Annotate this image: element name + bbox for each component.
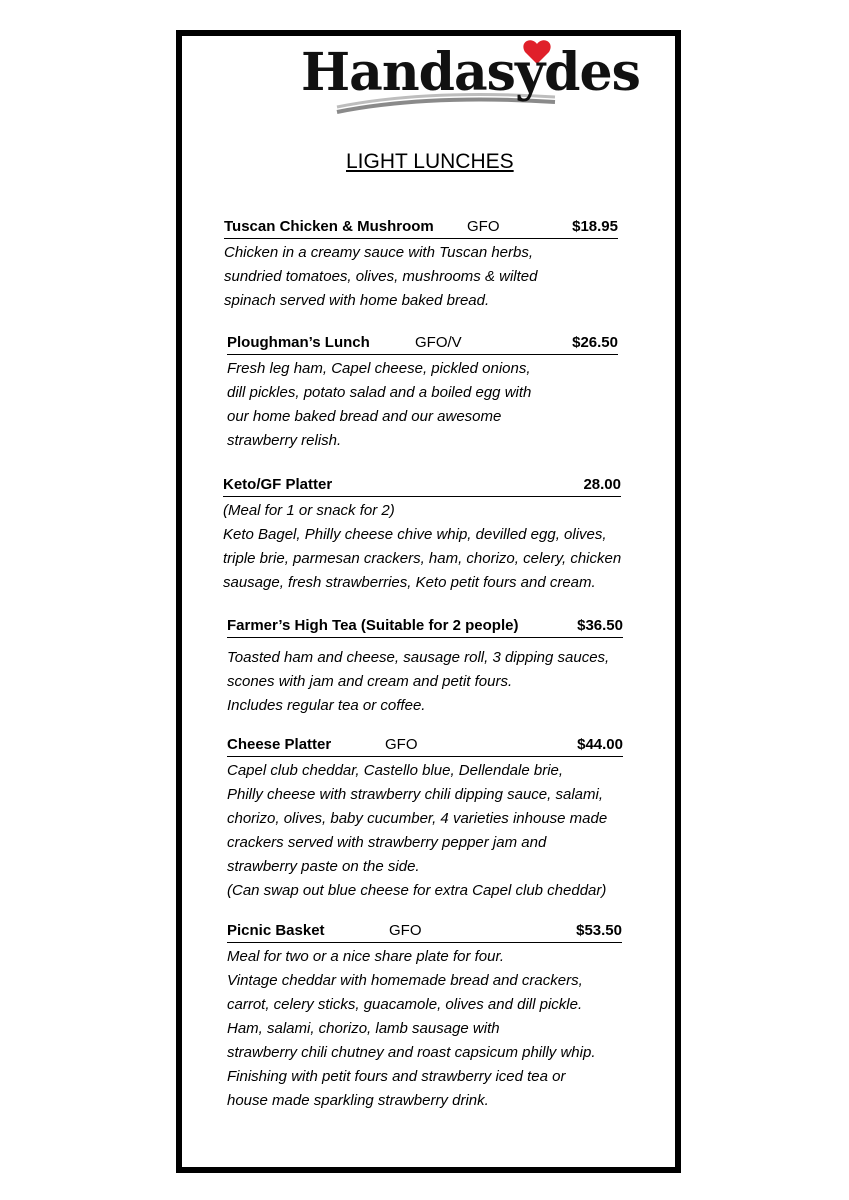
description-line: Toasted ham and cheese, sausage roll, 3 dipping sauces, bbox=[227, 649, 610, 666]
dietary-tag: GFO bbox=[385, 736, 418, 753]
dietary-tag: GFO bbox=[389, 922, 422, 939]
description-line: triple brie, parmesan crackers, ham, chorizo, celery, chicken bbox=[223, 550, 622, 567]
description-line: house made sparkling strawberry drink. bbox=[227, 1092, 489, 1109]
description-line: Finishing with petit fours and strawberry iced tea or bbox=[227, 1068, 566, 1085]
menu-item-header bbox=[223, 476, 621, 497]
description-line: Philly cheese with strawberry chili dipping sauce, salami, bbox=[227, 786, 603, 803]
menu-item-price: $18.95 bbox=[572, 218, 618, 235]
menu-item-description bbox=[224, 241, 618, 313]
description-line: spinach served with home baked bread. bbox=[224, 292, 490, 309]
description-line: crackers served with strawberry pepper jam and bbox=[227, 834, 547, 851]
menu-item-name: Picnic Basket bbox=[227, 922, 325, 939]
dietary-tag: GFO bbox=[467, 218, 500, 235]
menu-item-name: Ploughman’s Lunch bbox=[227, 334, 370, 351]
description-line: scones with jam and cream and petit fours. bbox=[227, 673, 513, 690]
handasydes-logo bbox=[297, 40, 640, 120]
menu-item-header bbox=[227, 736, 623, 757]
menu-item-header bbox=[224, 218, 618, 239]
menu-item bbox=[224, 218, 618, 313]
menu-item bbox=[227, 617, 623, 718]
description-line: strawberry chili chutney and roast capsicum philly whip. bbox=[227, 1044, 596, 1061]
page-heading: LIGHT LUNCHES bbox=[346, 150, 514, 173]
description-line: our home baked bread and our awesome bbox=[227, 408, 502, 425]
menu-item-description bbox=[227, 759, 623, 903]
description-line: sundried tomatoes, olives, mushrooms & wilted bbox=[224, 268, 538, 285]
description-line: strawberry relish. bbox=[227, 432, 342, 449]
description-line: Chicken in a creamy sauce with Tuscan herbs, bbox=[224, 244, 534, 261]
menu-item bbox=[223, 476, 621, 595]
menu-item-header bbox=[227, 617, 623, 638]
description-line: carrot, celery sticks, guacamole, olives and dill pickle. bbox=[227, 996, 583, 1013]
description-line: chorizo, olives, baby cucumber, 4 varieties inhouse made bbox=[227, 810, 608, 827]
description-line: Fresh leg ham, Capel cheese, pickled onions, bbox=[227, 360, 531, 377]
description-line: dill pickles, potato salad and a boiled egg with bbox=[227, 384, 532, 401]
menu-item bbox=[227, 334, 618, 453]
menu-item-description bbox=[227, 357, 618, 453]
menu-item-name: Tuscan Chicken & Mushroom bbox=[224, 218, 434, 235]
description-line: strawberry paste on the side. bbox=[227, 858, 420, 875]
menu-item-name: Farmer’s High Tea (Suitable for 2 people) bbox=[227, 617, 519, 634]
menu-item-name: Cheese Platter bbox=[227, 736, 332, 753]
menu-item bbox=[227, 736, 623, 903]
menu-item-price: $36.50 bbox=[577, 617, 623, 634]
description-line: Keto Bagel, Philly cheese chive whip, devilled egg, olives, bbox=[223, 526, 607, 543]
menu-item-header bbox=[227, 334, 618, 355]
logo-text: Handasydes bbox=[301, 42, 640, 103]
description-line: (Meal for 1 or snack for 2) bbox=[223, 502, 395, 519]
description-line: Ham, salami, chorizo, lamb sausage with bbox=[227, 1020, 500, 1037]
menu-item-description bbox=[223, 499, 621, 595]
description-line: sausage, fresh strawberries, Keto petit fours and cream. bbox=[223, 574, 596, 591]
menu-item-description bbox=[227, 646, 623, 718]
description-line: Capel club cheddar, Castello blue, Dellendale brie, bbox=[227, 762, 564, 779]
description-line: Vintage cheddar with homemade bread and crackers, bbox=[227, 972, 583, 989]
menu-item-name: Keto/GF Platter bbox=[223, 476, 333, 493]
description-line: (Can swap out blue cheese for extra Capel club cheddar) bbox=[227, 882, 607, 899]
menu-item-price: $26.50 bbox=[572, 334, 618, 351]
menu-item bbox=[227, 922, 622, 1113]
menu-item-price: $53.50 bbox=[576, 922, 622, 939]
menu-item-header bbox=[227, 922, 622, 943]
description-line: Meal for two or a nice share plate for four. bbox=[227, 948, 505, 965]
menu-item-price: 28.00 bbox=[583, 476, 621, 493]
description-line: Includes regular tea or coffee. bbox=[227, 697, 426, 714]
menu-item-price: $44.00 bbox=[577, 736, 623, 753]
menu-item-description bbox=[227, 945, 622, 1113]
dietary-tag: GFO/V bbox=[415, 334, 462, 351]
